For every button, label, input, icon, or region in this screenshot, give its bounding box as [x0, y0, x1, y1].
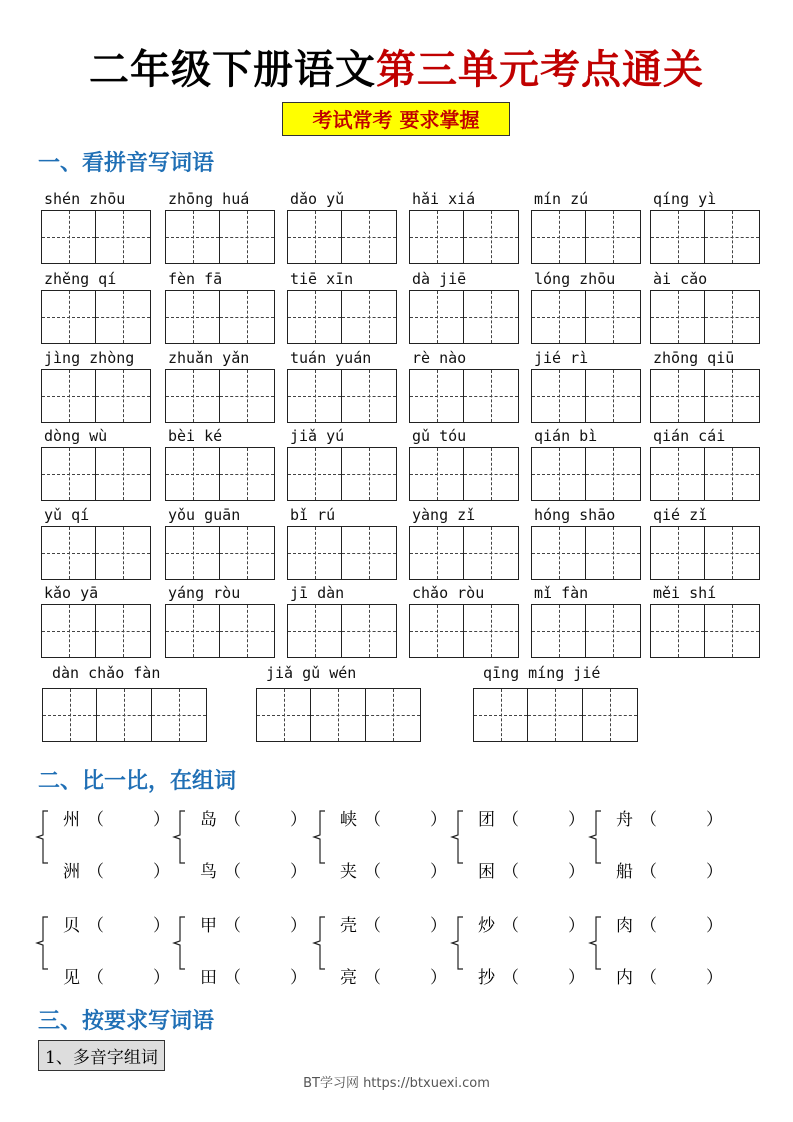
writing-box[interactable]: [531, 290, 641, 344]
writing-box[interactable]: [165, 526, 275, 580]
pinyin-label: lóng zhōu: [534, 270, 616, 288]
writing-cell[interactable]: [96, 291, 150, 343]
writing-cell[interactable]: [410, 211, 464, 263]
writing-cell[interactable]: [410, 527, 464, 579]
writing-cell[interactable]: [96, 448, 150, 500]
answer-paren-open[interactable]: （: [87, 916, 104, 936]
compare-char: 团: [478, 810, 495, 830]
brace-icon: [588, 809, 602, 865]
answer-paren-open[interactable]: （: [502, 810, 519, 830]
pinyin-label: qián cái: [653, 427, 726, 445]
writing-cell[interactable]: [42, 211, 96, 263]
writing-cell[interactable]: [288, 291, 342, 343]
writing-cell[interactable]: [651, 527, 705, 579]
writing-cell[interactable]: [96, 211, 150, 263]
pinyin-label: jìng zhòng: [44, 349, 135, 367]
section-1-heading: 一、看拼音写词语: [38, 151, 215, 176]
writing-cell[interactable]: [586, 527, 640, 579]
writing-cell[interactable]: [96, 605, 150, 657]
answer-paren-open[interactable]: （: [502, 916, 519, 936]
compare-group: [312, 805, 447, 882]
answer-paren-open[interactable]: （: [364, 810, 381, 830]
answer-paren-open[interactable]: （: [502, 968, 519, 988]
writing-cell[interactable]: [152, 689, 206, 741]
pinyin-label: tiē xīn: [290, 270, 354, 288]
writing-box[interactable]: [409, 290, 519, 344]
writing-cell[interactable]: [410, 370, 464, 422]
title-red: 第三单元考点通关: [376, 47, 704, 93]
compare-char: 内: [616, 968, 633, 988]
writing-box[interactable]: [165, 604, 275, 658]
pinyin-label: yǔ qí: [44, 506, 90, 524]
writing-box[interactable]: [165, 447, 275, 501]
writing-box[interactable]: [287, 526, 397, 580]
writing-cell[interactable]: [42, 605, 96, 657]
writing-cell[interactable]: [166, 448, 220, 500]
pinyin-label: zhōng huá: [168, 190, 250, 208]
pinyin-label: zhěng qí: [44, 270, 117, 288]
pinyin-label: bèi ké: [168, 427, 223, 445]
writing-cell[interactable]: [651, 370, 705, 422]
writing-cell[interactable]: [342, 370, 396, 422]
pinyin-label: jié rì: [534, 349, 589, 367]
writing-cell[interactable]: [166, 370, 220, 422]
brace-icon: [588, 915, 602, 971]
answer-paren-open[interactable]: （: [640, 968, 657, 988]
pinyin-label: dàn chǎo fàn: [52, 664, 161, 682]
writing-cell[interactable]: [586, 605, 640, 657]
writing-cell[interactable]: [42, 291, 96, 343]
writing-cell[interactable]: [464, 211, 518, 263]
pinyin-label: yǒu guān: [168, 506, 241, 524]
compare-char: 鸟: [200, 862, 217, 882]
writing-box[interactable]: [409, 369, 519, 423]
answer-paren-close[interactable]: ）: [568, 810, 585, 830]
brace-icon: [312, 915, 326, 971]
writing-cell[interactable]: [96, 370, 150, 422]
pinyin-label: zhōng qiū: [653, 349, 735, 367]
writing-box[interactable]: [531, 604, 641, 658]
answer-paren-open[interactable]: （: [364, 862, 381, 882]
pinyin-label: fèn fā: [168, 270, 223, 288]
writing-box[interactable]: [287, 447, 397, 501]
pinyin-label: měi shí: [653, 584, 717, 602]
writing-cell[interactable]: [586, 370, 640, 422]
brace-icon: [35, 915, 49, 971]
pinyin-label: hóng shāo: [534, 506, 616, 524]
answer-paren-open[interactable]: （: [224, 810, 241, 830]
answer-paren-close[interactable]: ）: [290, 968, 307, 988]
answer-paren-close[interactable]: ）: [153, 916, 170, 936]
writing-cell[interactable]: [166, 291, 220, 343]
answer-paren-close[interactable]: ）: [290, 810, 307, 830]
writing-cell[interactable]: [651, 605, 705, 657]
compare-char: 田: [200, 968, 217, 988]
brace-icon: [312, 809, 326, 865]
compare-char: 困: [478, 862, 495, 882]
writing-cell[interactable]: [220, 291, 274, 343]
writing-box[interactable]: [41, 604, 151, 658]
answer-paren-close[interactable]: ）: [568, 968, 585, 988]
writing-box[interactable]: [531, 210, 641, 264]
title-black: 二年级下册语文: [89, 47, 376, 93]
pinyin-label: dà jiē: [412, 270, 467, 288]
answer-paren-open[interactable]: （: [364, 968, 381, 988]
compare-char: 甲: [200, 916, 217, 936]
writing-cell[interactable]: [583, 689, 637, 741]
writing-box[interactable]: [287, 210, 397, 264]
answer-paren-open[interactable]: （: [87, 810, 104, 830]
page-title: [0, 38, 793, 95]
answer-paren-close[interactable]: ）: [153, 810, 170, 830]
writing-cell[interactable]: [220, 370, 274, 422]
writing-cell[interactable]: [651, 448, 705, 500]
writing-cell[interactable]: [342, 291, 396, 343]
brace-icon: [172, 915, 186, 971]
pinyin-label: jī dàn: [290, 584, 345, 602]
writing-box[interactable]: [165, 369, 275, 423]
pinyin-label: bǐ rú: [290, 506, 336, 524]
pinyin-label: dǎo yǔ: [290, 190, 345, 208]
answer-paren-open[interactable]: （: [224, 916, 241, 936]
compare-group: [312, 911, 447, 988]
compare-char: 肉: [616, 916, 633, 936]
pinyin-label: qié zǐ: [653, 506, 708, 524]
pinyin-label: qīng míng jié: [483, 664, 601, 682]
compare-char: 夹: [340, 862, 357, 882]
brace-icon: [35, 809, 49, 865]
writing-cell[interactable]: [586, 211, 640, 263]
compare-group: [172, 911, 307, 988]
pinyin-label: chǎo ròu: [412, 584, 485, 602]
writing-box[interactable]: [41, 369, 151, 423]
pinyin-label: zhuǎn yǎn: [168, 349, 250, 367]
pinyin-label: mǐ fàn: [534, 584, 589, 602]
compare-group: [35, 805, 170, 882]
compare-char: 贝: [63, 916, 80, 936]
section-2-heading: 二、比一比，在组词: [38, 769, 237, 794]
answer-paren-close[interactable]: ）: [153, 968, 170, 988]
answer-paren-close[interactable]: ）: [430, 810, 447, 830]
writing-box[interactable]: [287, 290, 397, 344]
writing-cell[interactable]: [528, 689, 582, 741]
writing-box[interactable]: [650, 447, 760, 501]
writing-cell[interactable]: [166, 605, 220, 657]
compare-group: [450, 805, 585, 882]
writing-box[interactable]: [41, 526, 151, 580]
answer-paren-open[interactable]: （: [87, 968, 104, 988]
brace-icon: [172, 809, 186, 865]
compare-char: 州: [63, 810, 80, 830]
writing-cell[interactable]: [464, 448, 518, 500]
section-3-heading: 三、按要求写词语: [38, 1009, 215, 1034]
answer-paren-close[interactable]: ）: [568, 916, 585, 936]
answer-paren-open[interactable]: （: [224, 862, 241, 882]
compare-group: [450, 911, 585, 988]
writing-box[interactable]: [409, 526, 519, 580]
answer-paren-close[interactable]: ）: [706, 862, 723, 882]
writing-cell[interactable]: [288, 605, 342, 657]
pinyin-label: mín zú: [534, 190, 589, 208]
writing-cell[interactable]: [464, 527, 518, 579]
answer-paren-open[interactable]: （: [502, 862, 519, 882]
writing-cell[interactable]: [166, 527, 220, 579]
compare-char: 洲: [63, 862, 80, 882]
compare-char: 船: [616, 862, 633, 882]
pinyin-label: yáng ròu: [168, 584, 241, 602]
answer-paren-open[interactable]: （: [224, 968, 241, 988]
pinyin-label: jiǎ gǔ wén: [266, 664, 357, 682]
answer-paren-close[interactable]: ）: [430, 916, 447, 936]
writing-cell[interactable]: [651, 291, 705, 343]
compare-char: 舟: [616, 810, 633, 830]
brace-icon: [450, 809, 464, 865]
writing-cell[interactable]: [705, 211, 759, 263]
writing-cell[interactable]: [705, 370, 759, 422]
writing-cell[interactable]: [288, 370, 342, 422]
pinyin-label: ài cǎo: [653, 270, 708, 288]
writing-cell[interactable]: [220, 448, 274, 500]
answer-paren-close[interactable]: ）: [706, 916, 723, 936]
writing-cell[interactable]: [464, 291, 518, 343]
pinyin-label: kǎo yā: [44, 584, 99, 602]
compare-char: 岛: [200, 810, 217, 830]
writing-cell[interactable]: [42, 527, 96, 579]
writing-cell[interactable]: [257, 689, 311, 741]
writing-cell[interactable]: [705, 527, 759, 579]
pinyin-label: qíng yì: [653, 190, 717, 208]
writing-cell[interactable]: [288, 211, 342, 263]
writing-cell[interactable]: [586, 291, 640, 343]
answer-paren-open[interactable]: （: [87, 862, 104, 882]
pinyin-label: rè nào: [412, 349, 467, 367]
pinyin-label: hǎi xiá: [412, 190, 476, 208]
writing-cell[interactable]: [464, 605, 518, 657]
compare-char: 见: [63, 968, 80, 988]
writing-cell[interactable]: [311, 689, 365, 741]
answer-paren-open[interactable]: （: [364, 916, 381, 936]
writing-box[interactable]: [287, 604, 397, 658]
writing-box[interactable]: [41, 210, 151, 264]
writing-box[interactable]: [650, 604, 760, 658]
writing-cell[interactable]: [342, 527, 396, 579]
writing-cell[interactable]: [43, 689, 97, 741]
footer-watermark: BT学习网 https://btxuexi.com: [303, 1076, 490, 1091]
writing-cell[interactable]: [410, 448, 464, 500]
pinyin-label: tuán yuán: [290, 349, 372, 367]
answer-paren-close[interactable]: ）: [430, 862, 447, 882]
writing-cell[interactable]: [42, 370, 96, 422]
answer-paren-close[interactable]: ）: [430, 968, 447, 988]
pinyin-label: shén zhōu: [44, 190, 126, 208]
writing-box[interactable]: [531, 447, 641, 501]
writing-box[interactable]: [256, 688, 421, 742]
writing-cell[interactable]: [288, 448, 342, 500]
writing-box[interactable]: [650, 526, 760, 580]
writing-cell[interactable]: [220, 211, 274, 263]
answer-paren-close[interactable]: ）: [153, 862, 170, 882]
writing-box[interactable]: [409, 604, 519, 658]
compare-char: 壳: [340, 916, 357, 936]
writing-cell[interactable]: [220, 527, 274, 579]
writing-cell[interactable]: [410, 291, 464, 343]
pinyin-label: dòng wù: [44, 427, 108, 445]
compare-char: 亮: [340, 968, 357, 988]
answer-paren-open[interactable]: （: [640, 862, 657, 882]
writing-box[interactable]: [650, 290, 760, 344]
compare-group: [35, 911, 170, 988]
writing-cell[interactable]: [705, 448, 759, 500]
compare-group: [588, 805, 723, 882]
pinyin-label: jiǎ yú: [290, 427, 345, 445]
writing-cell[interactable]: [651, 211, 705, 263]
writing-box[interactable]: [165, 210, 275, 264]
writing-box[interactable]: [41, 290, 151, 344]
writing-box[interactable]: [409, 447, 519, 501]
compare-char: 峡: [340, 810, 357, 830]
writing-cell[interactable]: [474, 689, 528, 741]
writing-box[interactable]: [650, 210, 760, 264]
pinyin-label: qián bì: [534, 427, 598, 445]
writing-box[interactable]: [409, 210, 519, 264]
writing-box[interactable]: [287, 369, 397, 423]
writing-box[interactable]: [650, 369, 760, 423]
answer-paren-open[interactable]: （: [640, 810, 657, 830]
writing-cell[interactable]: [532, 291, 586, 343]
answer-paren-close[interactable]: ）: [568, 862, 585, 882]
compare-group: [172, 805, 307, 882]
writing-box[interactable]: [473, 688, 638, 742]
pinyin-label: gǔ tóu: [412, 427, 467, 445]
writing-cell[interactable]: [532, 527, 586, 579]
answer-paren-close[interactable]: ）: [290, 916, 307, 936]
writing-cell[interactable]: [464, 370, 518, 422]
compare-group: [588, 911, 723, 988]
writing-cell[interactable]: [342, 211, 396, 263]
writing-cell[interactable]: [532, 211, 586, 263]
writing-cell[interactable]: [342, 605, 396, 657]
writing-cell[interactable]: [586, 448, 640, 500]
highlight-badge: 考试常考 要求掌握: [282, 102, 510, 136]
writing-cell[interactable]: [366, 689, 420, 741]
writing-cell[interactable]: [288, 527, 342, 579]
writing-cell[interactable]: [96, 527, 150, 579]
writing-cell[interactable]: [532, 448, 586, 500]
writing-box[interactable]: [42, 688, 207, 742]
writing-cell[interactable]: [166, 211, 220, 263]
answer-paren-close[interactable]: ）: [290, 862, 307, 882]
compare-char: 炒: [478, 916, 495, 936]
subsection-label: 1、多音字组词: [38, 1040, 165, 1071]
pinyin-label: yàng zǐ: [412, 506, 476, 524]
writing-cell[interactable]: [342, 448, 396, 500]
writing-cell[interactable]: [532, 370, 586, 422]
writing-cell[interactable]: [410, 605, 464, 657]
writing-cell[interactable]: [220, 605, 274, 657]
answer-paren-close[interactable]: ）: [706, 810, 723, 830]
writing-cell[interactable]: [705, 291, 759, 343]
brace-icon: [450, 915, 464, 971]
writing-box[interactable]: [531, 526, 641, 580]
writing-box[interactable]: [165, 290, 275, 344]
writing-box[interactable]: [41, 447, 151, 501]
writing-cell[interactable]: [97, 689, 151, 741]
writing-box[interactable]: [531, 369, 641, 423]
answer-paren-open[interactable]: （: [640, 916, 657, 936]
compare-char: 抄: [478, 968, 495, 988]
writing-cell[interactable]: [705, 605, 759, 657]
writing-cell[interactable]: [532, 605, 586, 657]
answer-paren-close[interactable]: ）: [706, 968, 723, 988]
writing-cell[interactable]: [42, 448, 96, 500]
